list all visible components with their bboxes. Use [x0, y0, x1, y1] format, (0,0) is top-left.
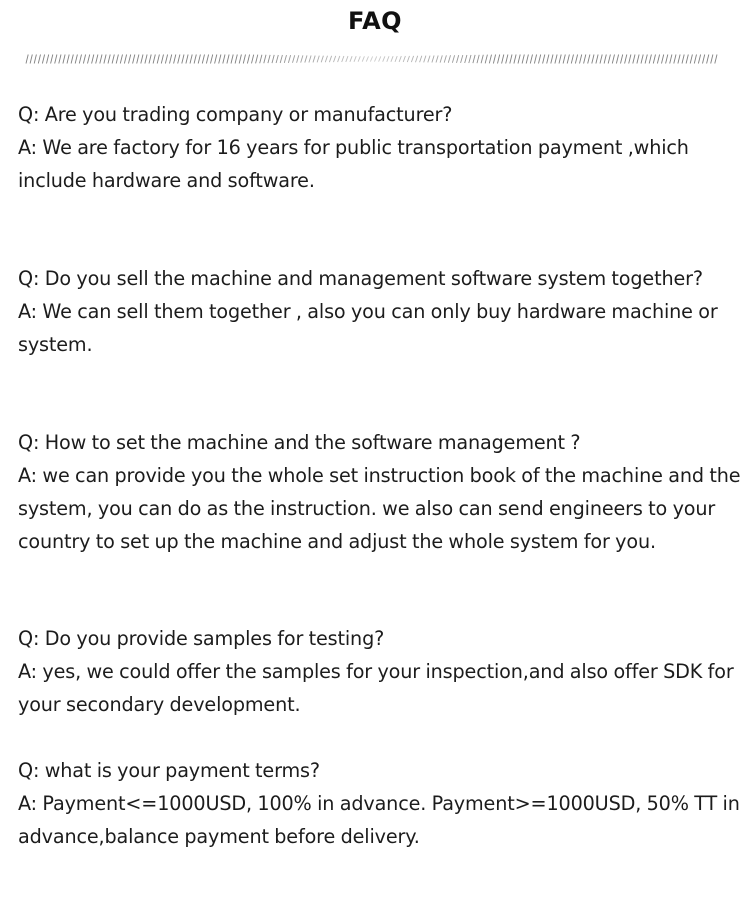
divider-hatch-stroke: [498, 55, 500, 64]
divider-hatch-stroke: [370, 56, 372, 61]
divider-hatch-stroke: [666, 55, 668, 64]
divider-hatch-stroke: [247, 55, 249, 64]
hatched-divider: [24, 51, 718, 65]
divider-hatch-stroke: [481, 55, 483, 64]
divider-hatch-stroke: [432, 56, 434, 63]
divider-hatch-stroke: [416, 56, 418, 62]
divider-hatch-stroke: [276, 55, 278, 63]
faq-question: Q: Are you trading company or manufacturer?: [18, 103, 453, 126]
divider-hatch-stroke: [264, 55, 266, 63]
divider-hatch-stroke: [174, 55, 176, 64]
divider-hatch-stroke: [715, 55, 717, 64]
divider-hatch-stroke: [379, 56, 381, 61]
divider-hatch-stroke: [112, 55, 114, 64]
divider-hatch-stroke: [51, 55, 53, 64]
divider-hatch-stroke: [534, 55, 536, 64]
divider-hatch-stroke: [182, 55, 184, 64]
divider-hatch-stroke: [215, 55, 217, 64]
divider-hatch-stroke: [682, 55, 684, 64]
divider-hatch-stroke: [575, 55, 577, 64]
divider-hatch-stroke: [120, 55, 122, 64]
divider-hatch-stroke: [198, 55, 200, 64]
divider-hatch-stroke: [399, 56, 401, 62]
divider-hatch-stroke: [288, 55, 290, 63]
divider-hatch-stroke: [301, 55, 303, 62]
divider-hatch-stroke: [444, 55, 446, 62]
divider-hatch-stroke: [297, 55, 299, 62]
page-title: FAQ: [347, 7, 403, 35]
faq-item: [18, 98, 744, 197]
divider-hatch-stroke: [555, 55, 557, 64]
faq-answer: A: We are factory for 16 years for public transportation payment ,which include hardware and software.: [18, 136, 689, 192]
divider-hatch-stroke: [670, 55, 672, 64]
divider-hatch-stroke: [223, 55, 225, 64]
divider-hatch-stroke: [690, 55, 692, 64]
divider-hatch-stroke: [592, 55, 594, 64]
divider-hatch-stroke: [272, 55, 274, 63]
divider-hatch-stroke: [608, 55, 610, 64]
divider-hatch-stroke: [96, 55, 98, 64]
divider-hatch-stroke: [186, 55, 188, 64]
divider-hatch-stroke: [26, 55, 28, 64]
divider-hatch-stroke: [133, 55, 135, 64]
divider-hatch-stroke: [141, 55, 143, 64]
divider-hatch-stroke: [206, 55, 208, 64]
divider-hatch-stroke: [358, 56, 360, 61]
faq-question: Q: Do you provide samples for testing?: [18, 627, 385, 650]
divider-hatch-stroke: [227, 55, 229, 64]
divider-hatch-stroke: [514, 55, 516, 64]
divider-hatch-stroke: [461, 55, 463, 63]
divider-hatch-stroke: [596, 55, 598, 64]
divider-hatch-stroke: [321, 56, 323, 63]
divider-hatch-stroke: [346, 56, 348, 62]
divider-hatch-stroke: [293, 55, 295, 63]
divider-hatch-stroke: [178, 55, 180, 64]
divider-hatch-stroke: [305, 55, 307, 62]
divider-hatch-stroke: [280, 55, 282, 63]
divider-hatch-stroke: [649, 55, 651, 64]
divider-hatch-stroke: [190, 55, 192, 64]
divider-hatch-stroke: [161, 55, 163, 64]
divider-hatch-stroke: [325, 56, 327, 62]
divider-hatch-stroke: [539, 55, 541, 64]
divider-hatch-stroke: [124, 55, 126, 64]
divider-hatch-stroke: [698, 55, 700, 64]
divider-hatch-stroke: [457, 55, 459, 63]
faq-item: [18, 622, 744, 721]
divider-hatch-stroke: [157, 55, 159, 64]
divider-hatch-stroke: [571, 55, 573, 64]
divider-hatch-stroke: [334, 56, 336, 62]
divider-hatch-stroke: [383, 56, 385, 61]
divider-hatch-stroke: [551, 55, 553, 64]
divider-hatch-stroke: [452, 55, 454, 63]
divider-hatch-stroke: [92, 55, 94, 64]
faq-item: [18, 262, 744, 361]
divider-hatch-stroke: [243, 55, 245, 64]
divider-hatch-stroke: [268, 55, 270, 63]
divider-hatch-stroke: [580, 55, 582, 64]
divider-hatch-stroke: [202, 55, 204, 64]
divider-hatch-stroke: [502, 55, 504, 64]
divider-hatch-stroke: [612, 55, 614, 64]
divider-hatch-stroke: [678, 55, 680, 64]
divider-hatch-stroke: [403, 56, 405, 62]
divider-hatch-stroke: [448, 55, 450, 62]
divider-hatch-stroke: [621, 55, 623, 64]
divider-hatch-stroke: [637, 55, 639, 64]
faq-item: [18, 426, 744, 558]
divider-hatch-stroke: [366, 56, 368, 61]
divider-hatch-stroke: [47, 55, 49, 64]
divider-hatch-stroke: [79, 55, 81, 64]
divider-hatch-stroke: [354, 56, 356, 62]
divider-hatch-stroke: [485, 55, 487, 64]
divider-hatch-stroke: [645, 55, 647, 64]
divider-hatch-stroke: [387, 56, 389, 62]
divider-hatch-stroke: [567, 55, 569, 64]
divider-hatch-stroke: [653, 55, 655, 64]
divider-hatch-stroke: [629, 55, 631, 64]
divider-hatch-stroke: [235, 55, 237, 64]
divider-hatch-stroke: [170, 55, 172, 64]
divider-hatch-stroke: [633, 55, 635, 64]
divider-hatch-stroke: [256, 55, 258, 64]
divider-hatch-stroke: [75, 55, 77, 64]
divider-hatch-stroke: [674, 55, 676, 64]
divider-hatch-stroke: [194, 55, 196, 64]
divider-hatch-stroke: [34, 55, 36, 64]
divider-hatch-stroke: [329, 56, 331, 62]
divider-hatch-stroke: [489, 55, 491, 64]
faq-question: Q: How to set the machine and the software management ?: [18, 431, 581, 454]
divider-hatch-stroke: [584, 55, 586, 64]
divider-hatch-stroke: [231, 55, 233, 64]
divider-hatch-stroke: [239, 55, 241, 64]
divider-hatch-stroke: [375, 56, 377, 61]
divider-hatch-stroke: [67, 55, 69, 64]
divider-hatch-stroke: [707, 55, 709, 64]
divider-hatch-stroke: [153, 55, 155, 64]
divider-hatch-stroke: [362, 56, 364, 61]
divider-hatch-stroke: [395, 56, 397, 62]
divider-hatch-stroke: [55, 55, 57, 64]
divider-hatch-stroke: [83, 55, 85, 64]
divider-hatch-stroke: [641, 55, 643, 64]
divider-hatch-stroke: [317, 56, 319, 63]
divider-hatch-stroke: [116, 55, 118, 64]
divider-hatch-stroke: [420, 56, 422, 63]
divider-hatch-stroke: [657, 55, 659, 64]
divider-hatch-stroke: [38, 55, 40, 64]
divider-hatch-stroke: [59, 55, 61, 64]
divider-hatch-stroke: [473, 55, 475, 63]
divider-hatch-stroke: [510, 55, 512, 64]
divider-hatch-stroke: [108, 55, 110, 64]
divider-hatch-stroke: [391, 56, 393, 62]
divider-hatch-stroke: [436, 55, 438, 62]
divider-hatch-stroke: [543, 55, 545, 64]
divider-hatch-stroke: [424, 56, 426, 63]
divider-hatch-stroke: [313, 56, 315, 63]
divider-hatch-stroke: [703, 55, 705, 64]
divider-hatch-stroke: [469, 55, 471, 63]
divider-hatch-stroke: [309, 56, 311, 63]
divider-hatch-stroke: [686, 55, 688, 64]
divider-hatch-stroke: [506, 55, 508, 64]
divider-hatch-stroke: [526, 55, 528, 64]
divider-hatch-stroke: [711, 55, 713, 64]
divider-hatch-stroke: [211, 55, 213, 64]
divider-hatch-stroke: [129, 55, 131, 64]
divider-hatch-stroke: [338, 56, 340, 62]
divider-hatch-stroke: [63, 55, 65, 64]
divider-hatch-stroke: [465, 55, 467, 63]
divider-hatch-stroke: [428, 56, 430, 63]
divider-hatch-stroke: [563, 55, 565, 64]
divider-hatch-stroke: [616, 55, 618, 64]
divider-hatch-stroke: [477, 55, 479, 63]
divider-hatch-stroke: [145, 55, 147, 64]
divider-hatch-stroke: [350, 56, 352, 62]
divider-hatch-stroke: [71, 55, 73, 64]
divider-hatch-stroke: [252, 55, 254, 64]
faq-answer: A: yes, we could offer the samples for your inspection,and also offer SDK for your secondary development.: [18, 660, 734, 716]
faq-question: Q: what is your payment terms?: [18, 759, 320, 782]
divider-hatch-stroke: [100, 55, 102, 64]
faq-answer: A: Payment<=1000USD, 100% in advance. Payment>=1000USD, 50% TT in advance,balance payment before delivery.: [18, 792, 740, 848]
divider-hatch-stroke: [260, 55, 262, 64]
divider-hatch-stroke: [547, 55, 549, 64]
faq-answer: A: We can sell them together , also you can only buy hardware machine or system.: [18, 300, 718, 356]
divider-hatch-stroke: [219, 55, 221, 64]
divider-hatch-stroke: [600, 55, 602, 64]
divider-hatch-stroke: [284, 55, 286, 63]
faq-answer: A: we can provide you the whole set instruction book of the machine and the system, you can do as the instruction. we also can send engineers to your country to set up the machine and adjust the whole system for you.: [18, 464, 741, 553]
divider-hatch-stroke: [530, 55, 532, 64]
divider-hatch-stroke: [518, 55, 520, 64]
faq-question: Q: Do you sell the machine and management software system together?: [18, 267, 703, 290]
divider-hatch-stroke: [493, 55, 495, 64]
divider-hatch-stroke: [588, 55, 590, 64]
divider-hatch-stroke: [625, 55, 627, 64]
divider-hatch-stroke: [165, 55, 167, 64]
divider-hatch-stroke: [88, 55, 90, 64]
divider-hatch-stroke: [522, 55, 524, 64]
divider-hatch-stroke: [30, 55, 32, 64]
divider-hatch-stroke: [694, 55, 696, 64]
divider-hatch-stroke: [604, 55, 606, 64]
divider-hatch-stroke: [407, 56, 409, 62]
divider-hatch-stroke: [440, 55, 442, 62]
divider-hatch-stroke: [104, 55, 106, 64]
divider-hatch-stroke: [342, 56, 344, 62]
divider-hatch-stroke: [149, 55, 151, 64]
divider-hatch-stroke: [662, 55, 664, 64]
divider-hatch-stroke: [42, 55, 44, 64]
divider-hatch-stroke: [411, 56, 413, 62]
divider-hatch-stroke: [137, 55, 139, 64]
faq-item: [18, 754, 744, 853]
divider-hatch-stroke: [559, 55, 561, 64]
